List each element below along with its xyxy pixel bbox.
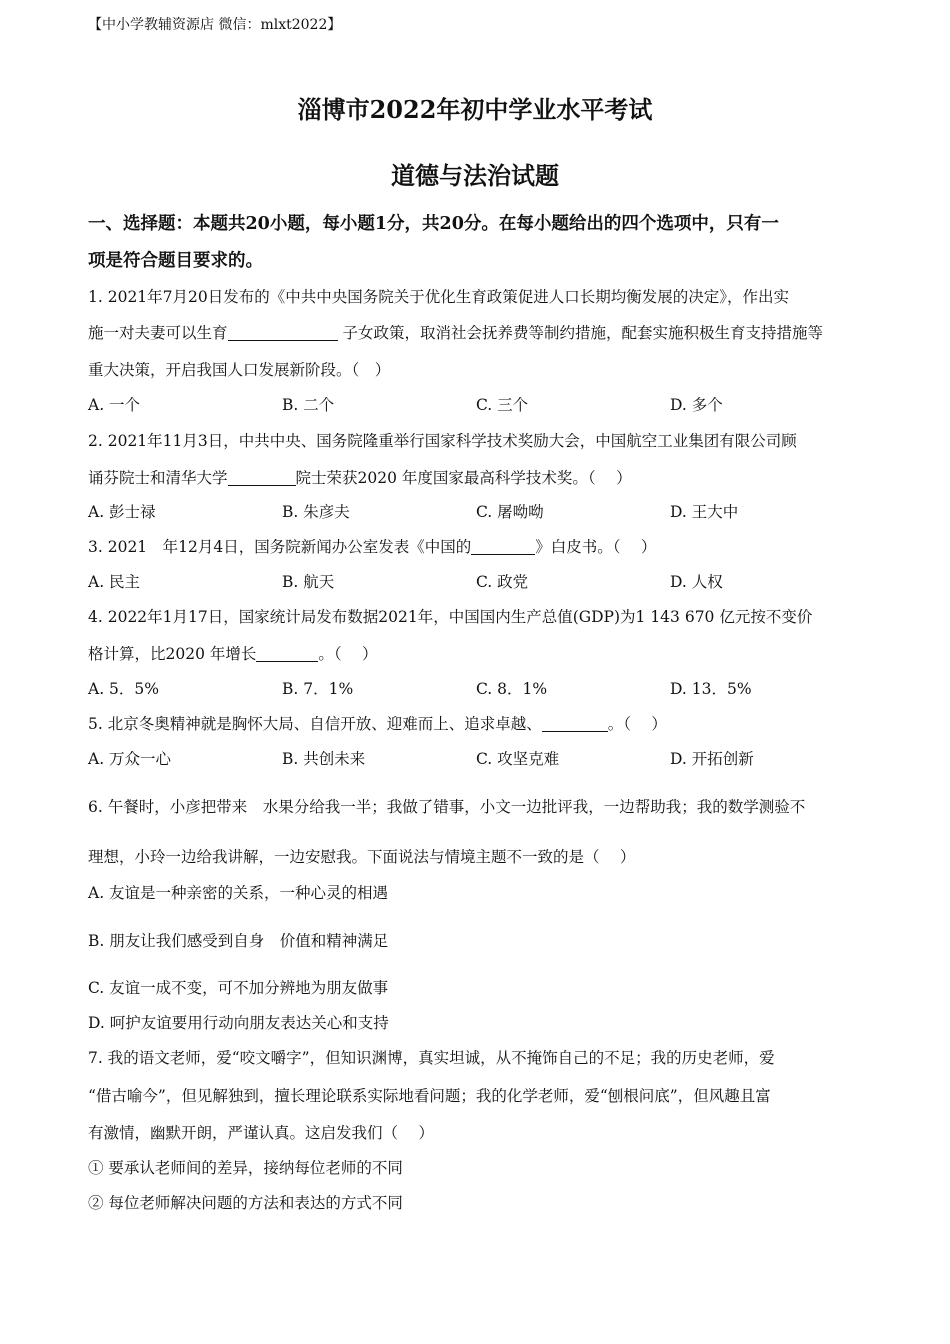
question-3-option-d: D. 人权 bbox=[670, 573, 723, 591]
question-2-option-a: A. 彭士禄 bbox=[88, 503, 156, 521]
question-7-line-1: 7. 我的语文老师，爱“咬文嚼字”，但知识渊博，真实坦诚，从不掩饰自己的不足；我的历史老师，爱 bbox=[88, 1049, 775, 1067]
question-7-line-3: 有激情，幽默开朗，严谨认真。这启发我们（ ） bbox=[88, 1124, 434, 1142]
question-2-option-d: D. 王大中 bbox=[670, 503, 739, 521]
question-1-option-d: D. 多个 bbox=[670, 396, 723, 414]
question-text: 》白皮书。（ ） bbox=[535, 538, 657, 556]
question-5-option-b: B. 共创未来 bbox=[282, 750, 366, 768]
question-3-line-1 bbox=[88, 535, 878, 557]
question-5-option-a: A. 万众一心 bbox=[88, 750, 172, 768]
section-heading-cont: 项是符合题目要求的。 bbox=[88, 251, 263, 271]
question-1-line-3: 重大决策，开启我国人口发展新阶段。（ ） bbox=[88, 361, 391, 379]
question-3-option-a: A. 民主 bbox=[88, 573, 141, 591]
answer-blank bbox=[256, 645, 318, 662]
question-text: 施一对夫妻可以生育 bbox=[88, 324, 228, 342]
question-1-line-2 bbox=[88, 321, 878, 343]
question-2-line-2 bbox=[88, 466, 878, 488]
page-header: 【中小学教辅资源店 微信：mlxt2022】 bbox=[88, 17, 342, 33]
question-5-line-1 bbox=[88, 712, 878, 734]
question-text: 格计算，比2020 年增长 bbox=[88, 645, 257, 663]
question-6-option-b: B. 朋友让我们感受到自身 价值和精神满足 bbox=[88, 932, 389, 950]
exam-title: 淄博市2022年初中学业水平考试 bbox=[297, 95, 653, 124]
question-1-option-c: C. 三个 bbox=[476, 396, 529, 414]
question-4-line-1: 4. 2022年1月17日，国家统计局发布数据2021年，中国国内生产总值(GDP)为1 143 670 亿元按不变价 bbox=[88, 608, 813, 626]
question-2-line-1: 2. 2021年11月3日，中共中央、国务院隆重举行国家科学技术奖励大会，中国航空工业集团有限公司顾 bbox=[88, 432, 797, 450]
question-text: 院士荣获2020 年度国家最高科学技术奖。（ ） bbox=[295, 469, 632, 487]
question-1-line-1: 1. 2021年7月20日发布的《中共中央国务院关于优化生育政策促进人口长期均衡发展的决定》，作出实 bbox=[88, 288, 789, 306]
answer-blank bbox=[471, 538, 535, 555]
question-7-line-2: “借古喻今”，但见解独到，擅长理论联系实际地看问题；我的化学老师，爱“刨根问底”，但风趣且富 bbox=[88, 1087, 771, 1105]
question-text: 子女政策，取消社会抚养费等制约措施，配套实施积极生育支持措施等 bbox=[337, 324, 823, 342]
question-4-option-d: D. 13．5% bbox=[670, 680, 752, 698]
question-7-statement-1: ① 要承认老师间的差异，接纳每位老师的不同 bbox=[88, 1159, 403, 1177]
question-2-option-c: C. 屠呦呦 bbox=[476, 503, 544, 521]
question-text: 3. 2021 年12月4日，国务院新闻办公室发表《中国的 bbox=[88, 538, 472, 556]
question-3-option-c: C. 政党 bbox=[476, 573, 529, 591]
section-heading: 一、选择题：本题共20小题，每小题1分，共20分。在每小题给出的四个选项中，只有一 bbox=[88, 214, 779, 234]
question-4-option-c: C. 8．1% bbox=[476, 680, 548, 698]
question-6-line-1: 6. 午餐时，小彦把带来 水果分给我一半；我做了错事，小文一边批评我，一边帮助我；我的数学测验不 bbox=[88, 798, 806, 816]
question-text: 。（ ） bbox=[318, 645, 378, 663]
question-6-line-2: 理想，小玲一边给我讲解，一边安慰我。下面说法与情境主题不一致的是（ ） bbox=[88, 848, 636, 866]
answer-blank bbox=[542, 715, 608, 732]
question-4-option-b: B. 7．1% bbox=[282, 680, 354, 698]
exam-subtitle: 道德与法治试题 bbox=[391, 161, 559, 190]
question-text: 诵芬院士和清华大学 bbox=[88, 469, 228, 487]
question-1-option-b: B. 二个 bbox=[282, 396, 335, 414]
question-6-option-d: D. 呵护友谊要用行动向朋友表达关心和支持 bbox=[88, 1014, 389, 1032]
question-1-option-a: A. 一个 bbox=[88, 396, 141, 414]
question-text: 5. 北京冬奥精神就是胸怀大局、自信开放、迎难而上、追求卓越、 bbox=[88, 715, 542, 733]
question-7-statement-2: ② 每位老师解决问题的方法和表达的方式不同 bbox=[88, 1194, 403, 1212]
answer-blank bbox=[228, 469, 296, 486]
question-4-option-a: A. 5．5% bbox=[88, 680, 159, 698]
question-6-option-c: C. 友谊一成不变，可不加分辨地为朋友做事 bbox=[88, 979, 389, 997]
question-text: 。（ ） bbox=[607, 715, 667, 733]
question-3-option-b: B. 航天 bbox=[282, 573, 335, 591]
question-5-option-c: C. 攻坚克难 bbox=[476, 750, 560, 768]
question-6-option-a: A. 友谊是一种亲密的关系，一种心灵的相遇 bbox=[88, 884, 389, 902]
answer-blank bbox=[228, 324, 338, 341]
question-5-option-d: D. 开拓创新 bbox=[670, 750, 754, 768]
question-4-line-2 bbox=[88, 642, 878, 664]
question-2-option-b: B. 朱彦夫 bbox=[282, 503, 350, 521]
